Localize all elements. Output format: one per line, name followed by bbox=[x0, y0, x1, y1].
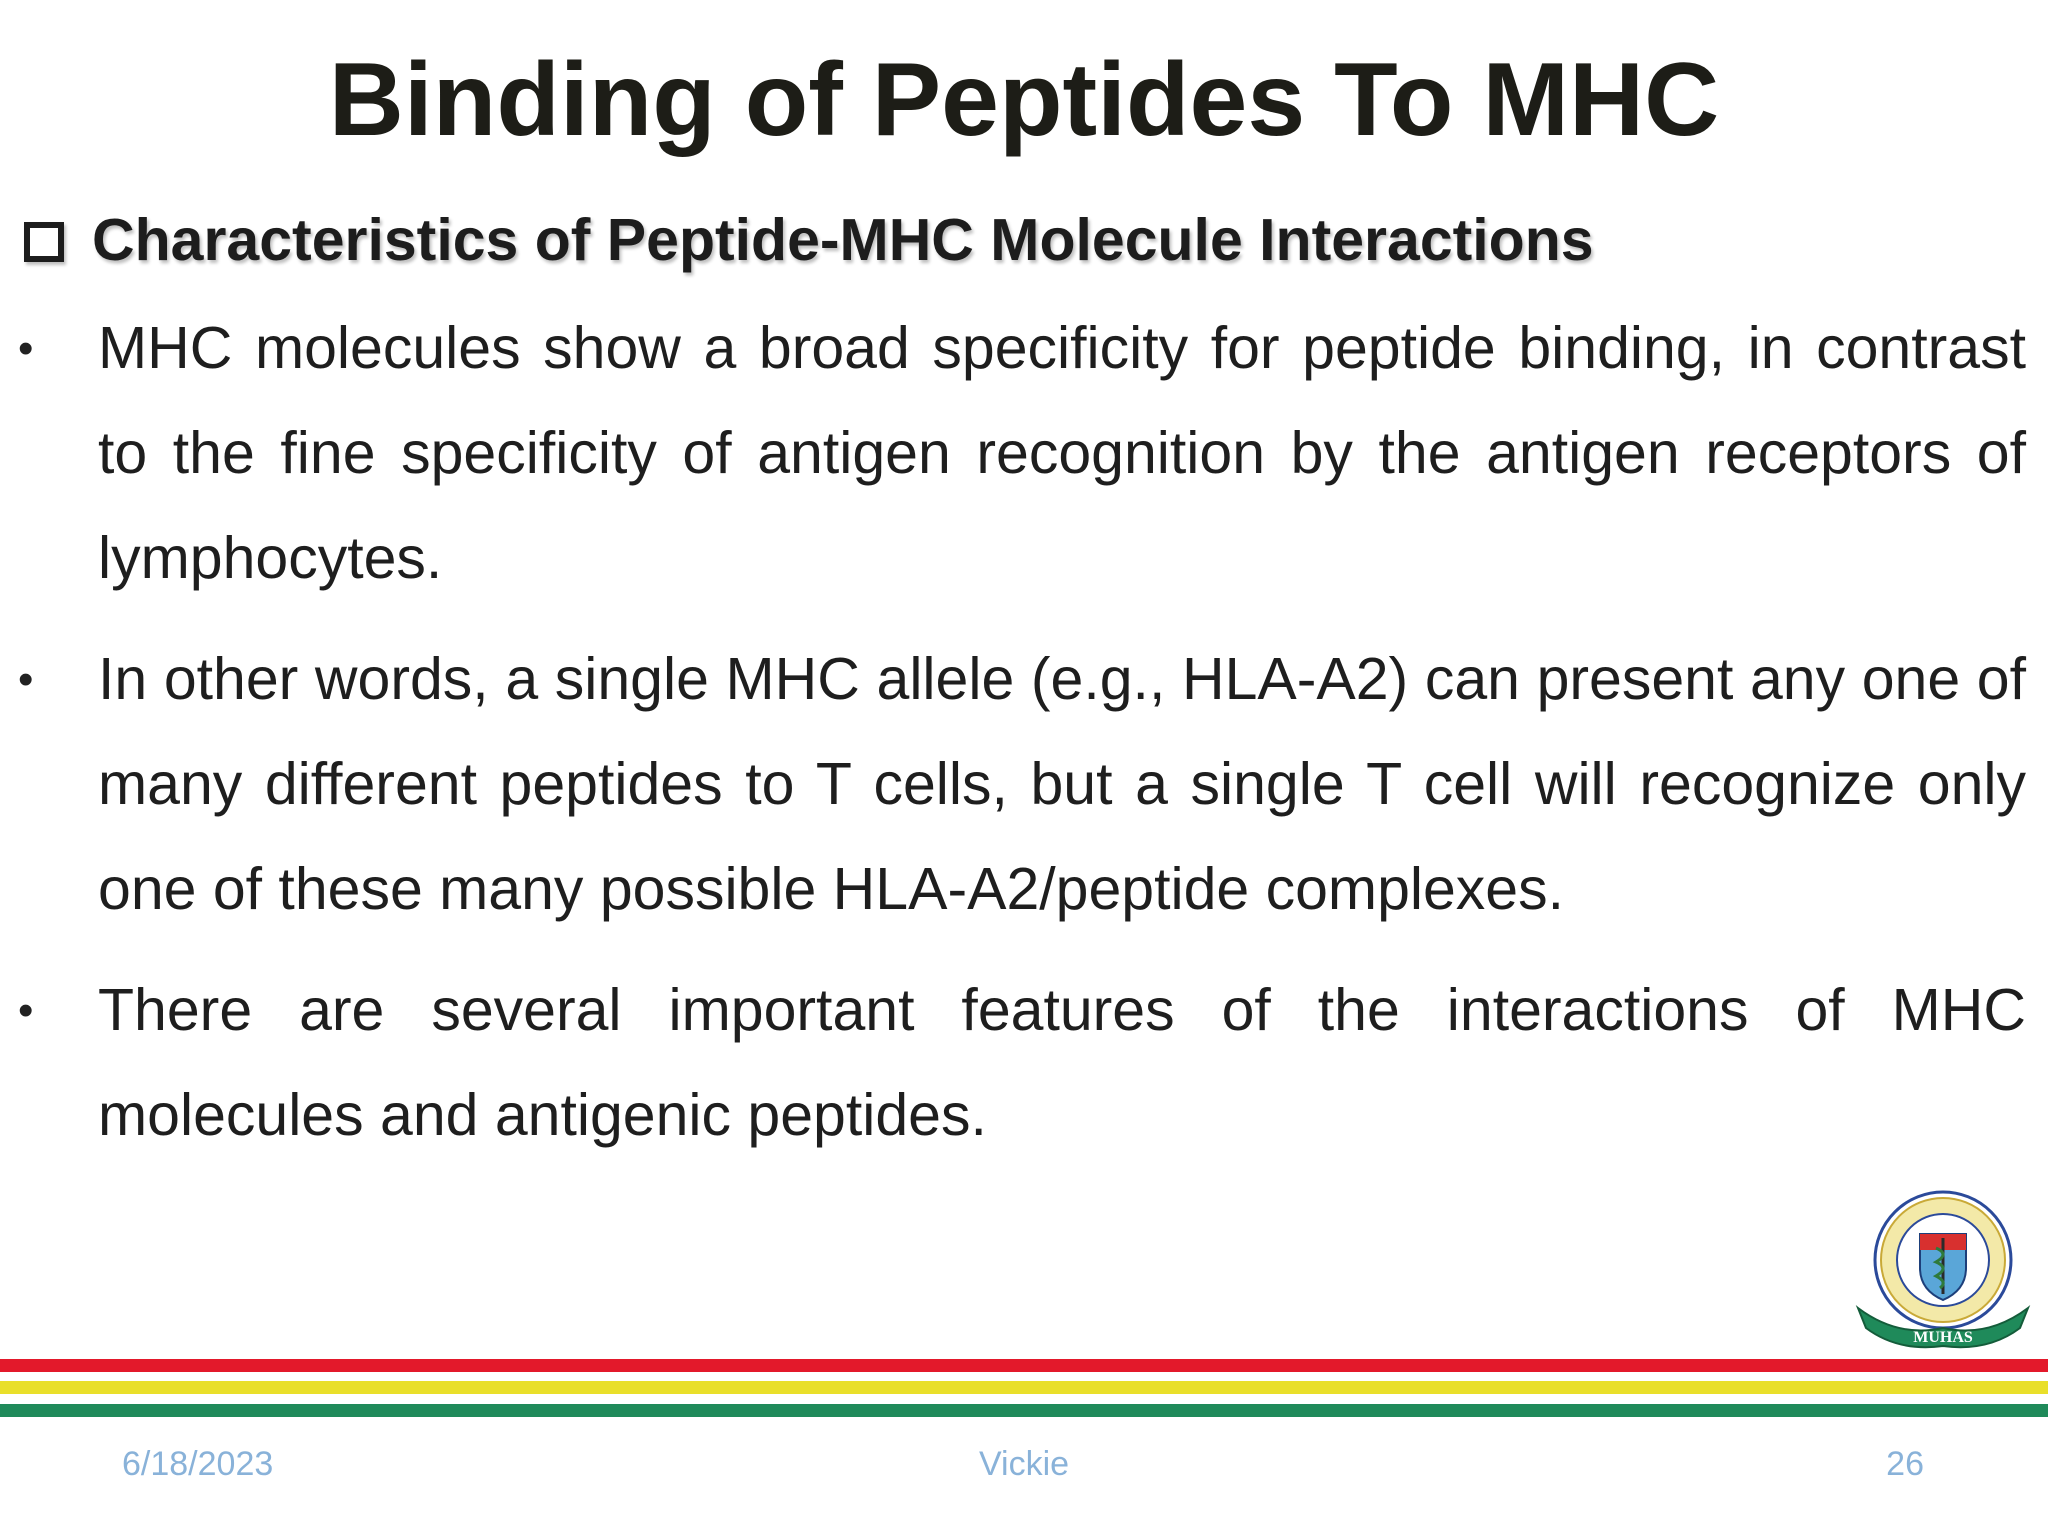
subheading-text: Characteristics of Peptide-MHC Molecule Interactions bbox=[92, 207, 1594, 273]
bullet-dot-icon: • bbox=[18, 986, 34, 1035]
muhas-logo bbox=[1848, 1188, 2038, 1358]
footer-date: 6/18/2023 bbox=[122, 1445, 274, 1483]
bullet-list bbox=[0, 296, 2048, 1184]
bullet-item bbox=[0, 958, 2048, 1168]
logo-text: MUHAS bbox=[1913, 1329, 1973, 1346]
bullet-dot-icon: • bbox=[18, 655, 34, 704]
footer-author: Vickie bbox=[978, 1445, 1070, 1483]
footer-stripe-green bbox=[0, 1404, 2048, 1417]
bullet-text: MHC molecules show a broad specificity for peptide binding, in contrast to the fine specificity of antigen recognition by the antigen receptors of lymphocytes. bbox=[98, 315, 2026, 591]
bullet-text: There are several important features of the interactions of MHC molecules and antigenic peptides. bbox=[98, 977, 2026, 1148]
bullet-item bbox=[0, 296, 2048, 611]
bullet-dot-icon: • bbox=[18, 324, 34, 373]
checkbox-bullet-icon bbox=[24, 222, 64, 262]
footer-stripe-red bbox=[0, 1359, 2048, 1372]
footer-stripe-yellow bbox=[0, 1381, 2048, 1394]
footer-page-number: 26 bbox=[1886, 1445, 1924, 1483]
slide-title: Binding of Peptides To MHC bbox=[328, 42, 1720, 158]
bullet-text: In other words, a single MHC allele (e.g., HLA-A2) can present any one of many different peptides to T cells, but a single T cell will recognize only one of these many possible HLA-A2/peptide complexes. bbox=[98, 646, 2026, 922]
bullet-item bbox=[0, 627, 2048, 942]
subheading bbox=[24, 200, 1594, 280]
